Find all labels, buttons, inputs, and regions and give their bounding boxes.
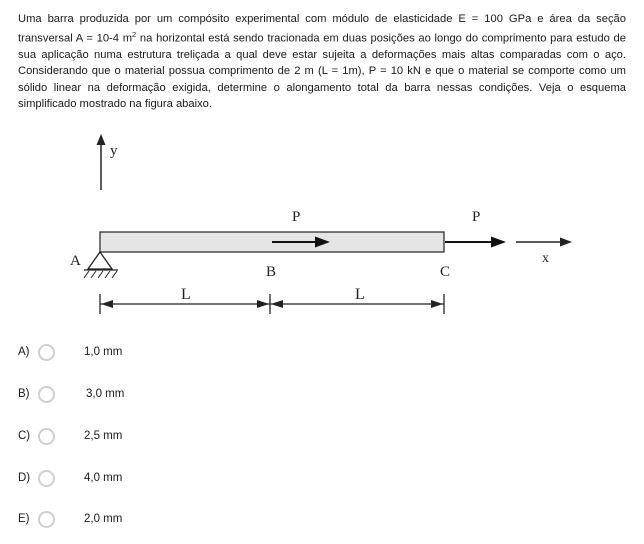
y-axis-label: y [110, 143, 118, 159]
option-a[interactable] [18, 340, 123, 364]
question-text [18, 11, 626, 112]
option-a-radio[interactable] [38, 344, 55, 361]
force-arrow-c [445, 237, 506, 248]
option-b-letter: B) [18, 388, 30, 400]
option-e-text: 2,0 mm [84, 513, 123, 525]
force-label-c: P [472, 209, 481, 225]
option-c-text: 2,5 mm [84, 430, 123, 442]
x-axis-label: x [542, 251, 549, 266]
point-label-b: B [266, 264, 277, 280]
dimension-lines [100, 294, 444, 314]
option-a-text: 1,0 mm [84, 346, 123, 358]
x-axis [516, 238, 572, 247]
option-c-radio[interactable] [38, 428, 55, 445]
area-unit-exponent: 2 [132, 30, 137, 40]
point-label-c: C [440, 264, 451, 280]
option-d-radio[interactable] [38, 470, 55, 487]
option-c-letter: C) [18, 430, 31, 442]
question-text-part-1: Uma barra produzida por um compósito experimental com módulo de elasticidade E = 100 GPa e área da seção transversal A = 10-4 m [18, 13, 626, 45]
length-label-1: L [181, 286, 191, 303]
point-label-a: A [70, 253, 81, 269]
bar-diagram [0, 128, 644, 328]
option-b-radio[interactable] [38, 386, 55, 403]
y-axis [97, 134, 106, 190]
option-d-text: 4,0 mm [84, 472, 123, 484]
option-d-letter: D) [18, 472, 31, 484]
option-b-text: 3,0 mm [86, 388, 125, 400]
option-b[interactable] [18, 382, 125, 406]
option-e-letter: E) [18, 513, 30, 525]
force-label-b: P [292, 209, 301, 225]
pin-support [84, 252, 118, 278]
option-d[interactable] [18, 466, 123, 490]
question-text-part-2: na horizontal está sendo tracionada em duas posições ao longo do comprimento para estudo de sua aplicação numa estrutura treliçada a qual deve estar sujeita a deformações mais altas comparadas com o aço. Considerando que o material possua comprimento de 2 m (L = 1m), P = 10 kN e que o material se comporte como um sólido linear na deformação exigida, determine o alongamento total da barra nessas condições. Veja o esquema simplificado mostrado na figura abaixo. [18, 32, 626, 110]
option-c[interactable] [18, 424, 123, 448]
option-e[interactable] [18, 507, 123, 531]
option-a-letter: A) [18, 346, 30, 358]
option-e-radio[interactable] [38, 511, 55, 528]
length-label-2: L [355, 286, 365, 303]
